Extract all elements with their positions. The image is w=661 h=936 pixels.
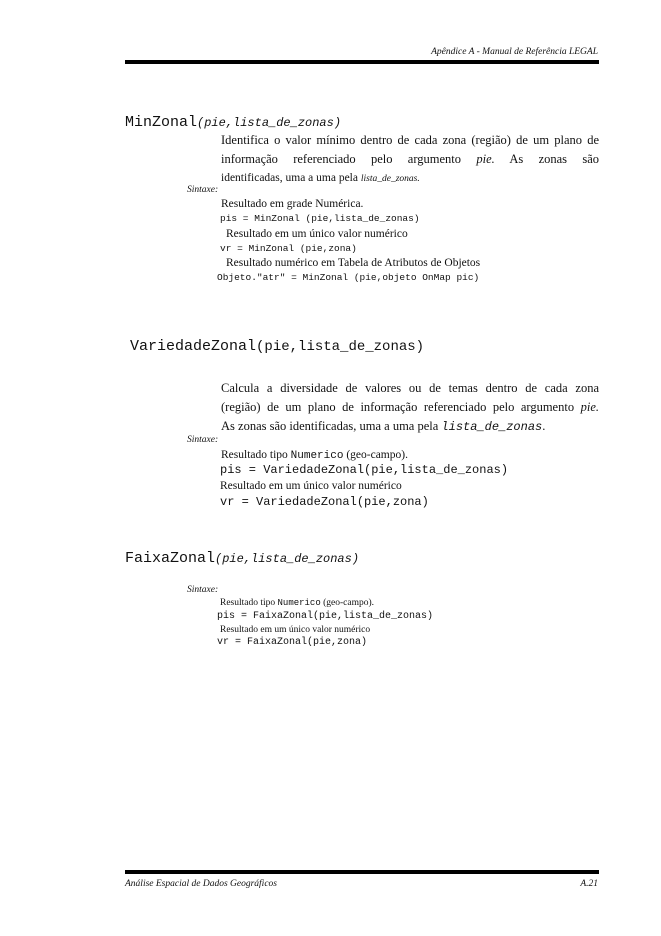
syntax-text: Resultado em um único valor numérico <box>220 625 371 635</box>
footer-rule <box>125 870 599 874</box>
syntax-label: Sintaxe: <box>187 185 219 195</box>
syntax-text: Resultado tipo Numerico (geo-campo). <box>220 598 375 608</box>
variedade-description <box>221 379 599 437</box>
desc-line: (região) de um plano de informação referenciado pelo argumento pie. <box>221 400 600 414</box>
syntax-text: Resultado tipo Numerico (geo-campo). <box>221 449 408 462</box>
running-header: Apêndice A - Manual de Referência LEGAL <box>431 47 598 57</box>
syntax-code: vr = VariedadeZonal(pie,zona) <box>220 495 429 509</box>
syntax-text: Resultado em um único valor numérico <box>226 228 408 240</box>
faixa-signature <box>125 549 359 567</box>
syntax-code: pis = FaixaZonal(pie,lista_de_zonas) <box>217 611 434 622</box>
function-name: FaixaZonal <box>125 550 216 567</box>
syntax-label: Sintaxe: <box>187 585 219 595</box>
syntax-text: Resultado em grade Numérica. <box>221 198 364 210</box>
syntax-code: vr = MinZonal (pie,zona) <box>220 243 357 254</box>
syntax-text: Resultado numérico em Tabela de Atributos de Objetos <box>226 257 481 269</box>
variedade-signature <box>130 337 424 355</box>
syntax-label: Sintaxe: <box>187 435 219 445</box>
syntax-text: Resultado em um único valor numérico <box>220 480 402 492</box>
function-params: (pie,lista_de_zonas) <box>256 339 425 355</box>
header-rule <box>125 60 599 64</box>
minzonal-description <box>221 131 599 189</box>
desc-line: Calcula a diversidade de valores ou de temas dentro de cada zona <box>221 381 599 395</box>
desc-line: informação referenciado pelo argumento pie. As zonas são <box>221 152 600 166</box>
syntax-code: Objeto."atr" = MinZonal (pie,objeto OnMap pic) <box>217 272 480 283</box>
syntax-code: pis = VariedadeZonal(pie,lista_de_zonas) <box>220 463 509 477</box>
desc-line: Identifica o valor mínimo dentro de cada zona (região) de um plano de <box>221 133 599 147</box>
function-name: MinZonal <box>125 114 198 131</box>
function-name: VariedadeZonal <box>130 338 257 355</box>
minzonal-signature <box>125 113 341 131</box>
footer-left: Análise Espacial de Dados Geográficos <box>125 879 277 889</box>
function-params: (pie,lista_de_zonas) <box>215 552 360 566</box>
desc-line: As zonas são identificadas, uma a uma pela lista_de_zonas. <box>221 419 546 434</box>
page-number: A.21 <box>580 879 598 889</box>
desc-line: identificadas, uma a uma pela lista_de_zonas. <box>221 172 420 184</box>
syntax-code: vr = FaixaZonal(pie,zona) <box>217 637 368 648</box>
function-params: (pie,lista_de_zonas) <box>197 116 342 130</box>
syntax-code: pis = MinZonal (pie,lista_de_zonas) <box>220 213 420 224</box>
